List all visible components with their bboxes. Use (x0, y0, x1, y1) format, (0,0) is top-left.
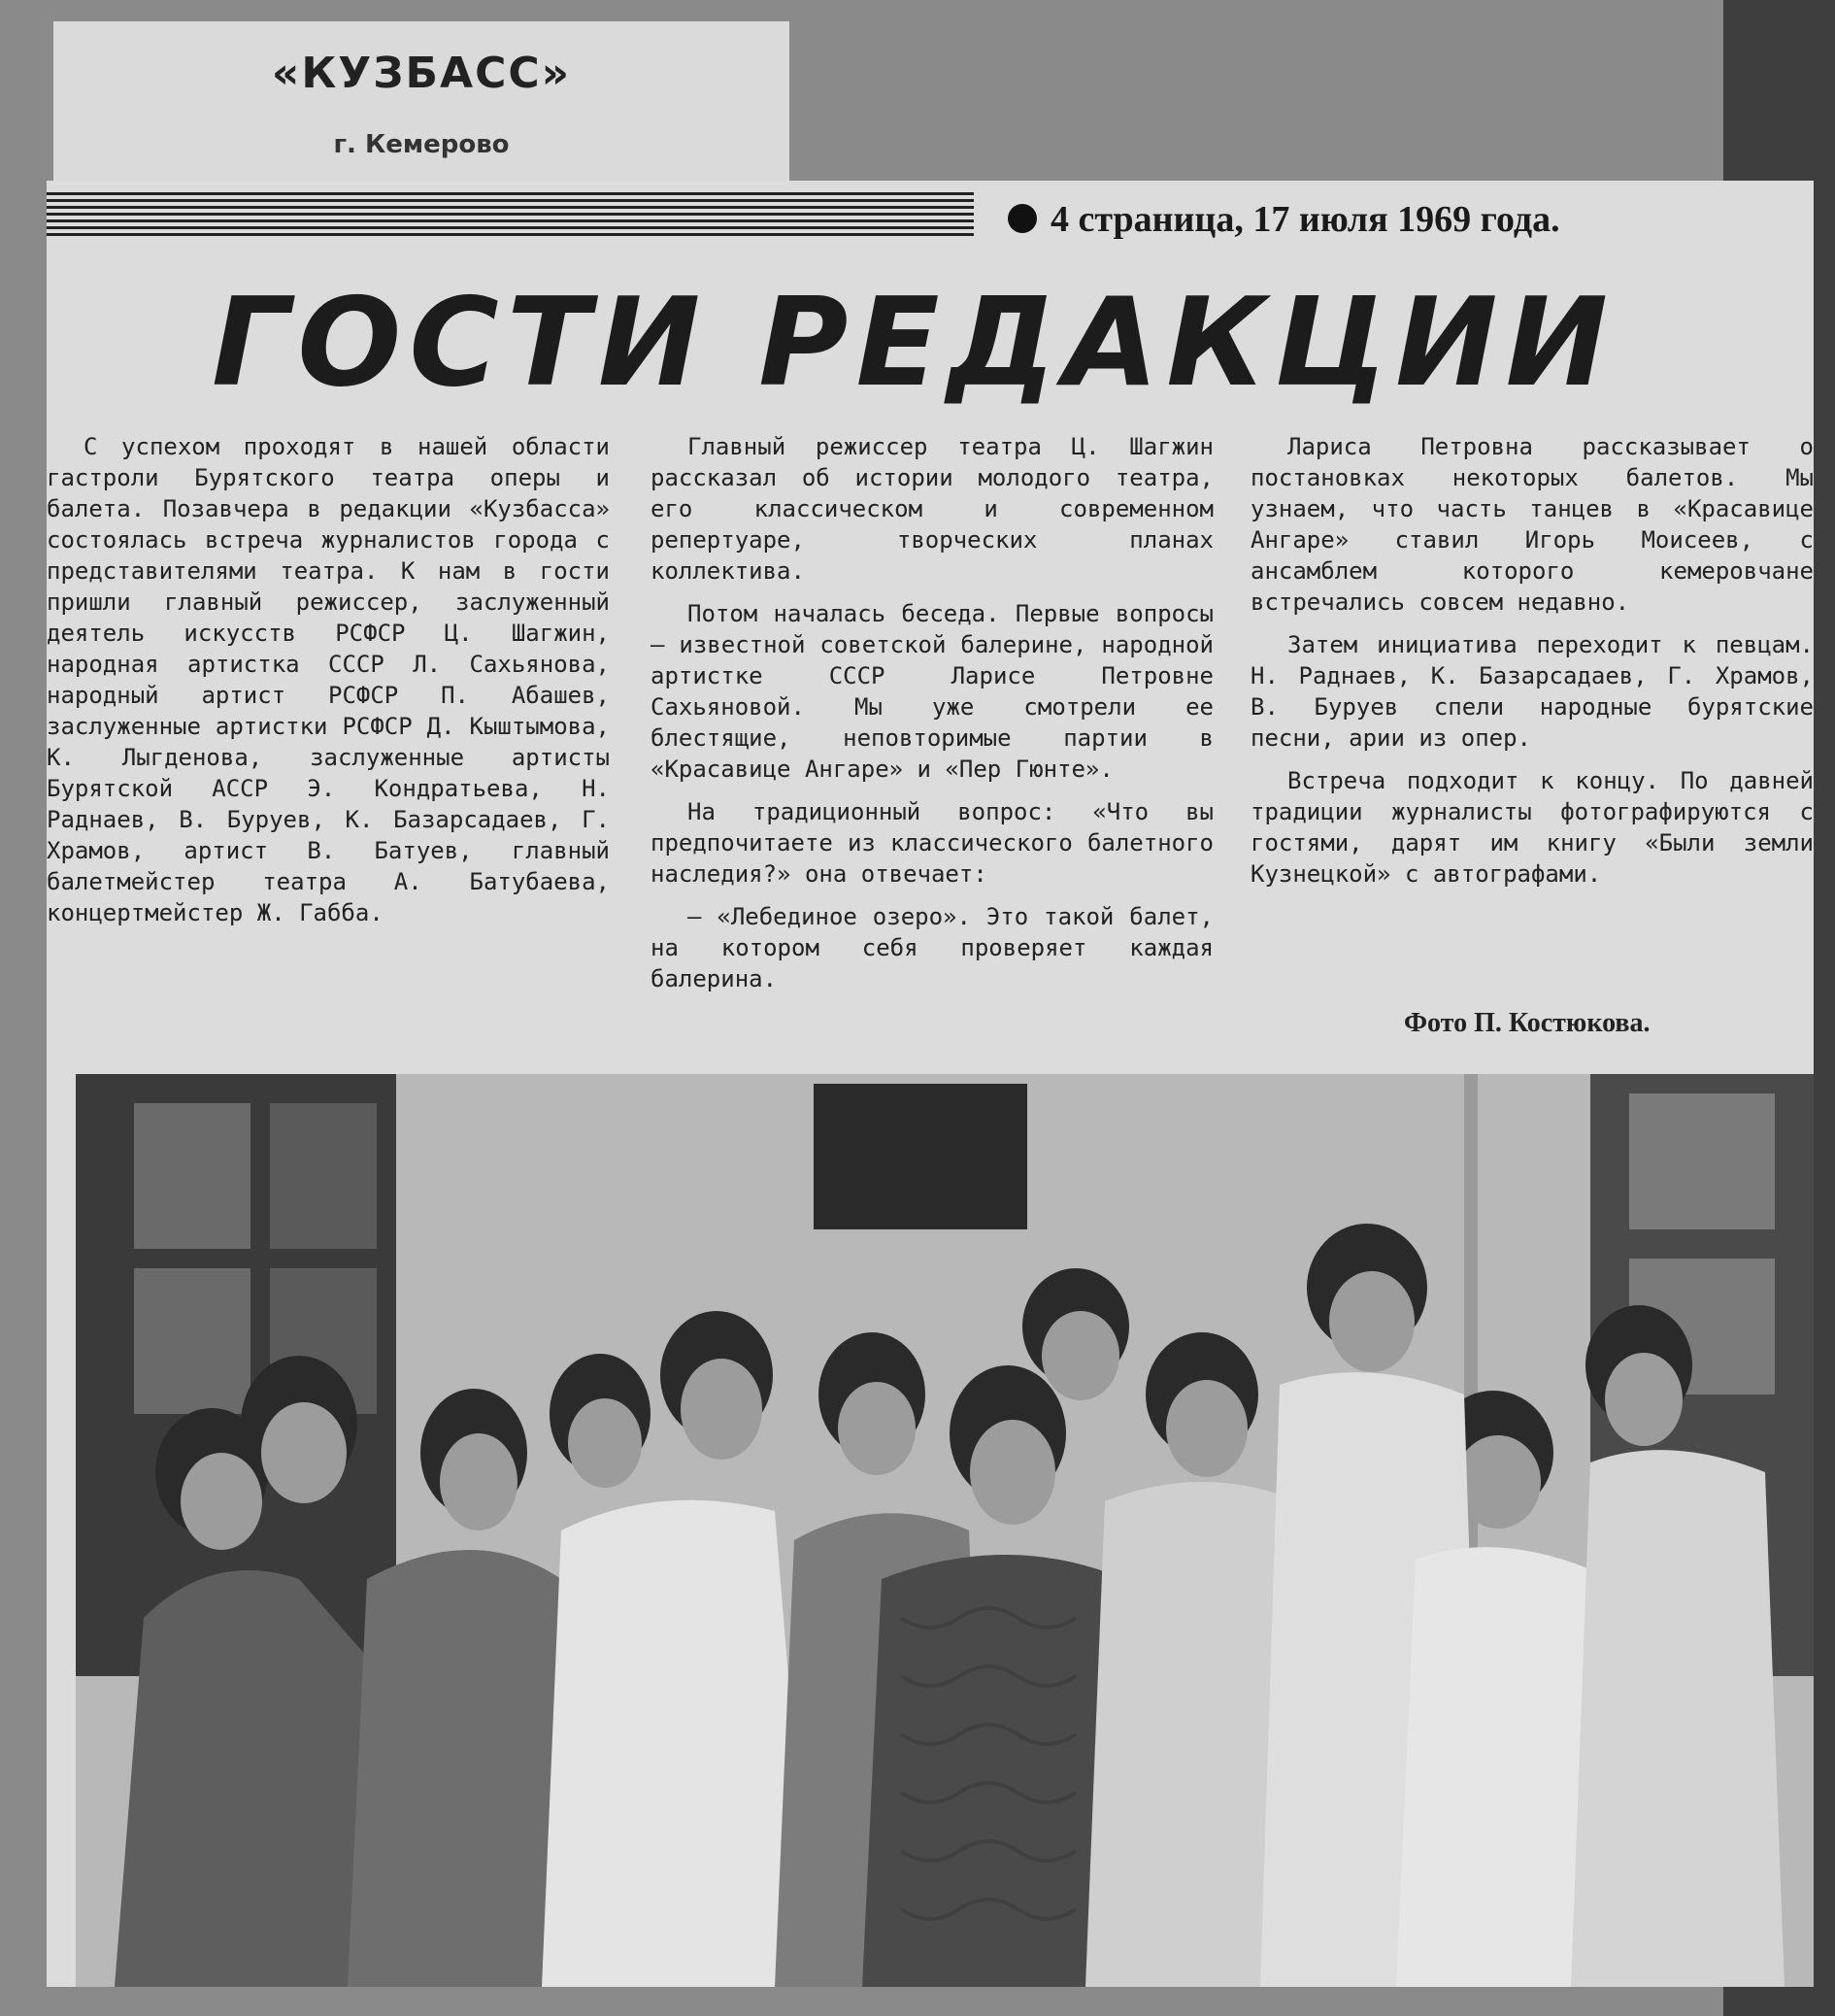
paragraph: Встреча подходит к концу. По давней традиции журналисты фотографируются с гостями, дарят им книгу «Были земли Кузнецкой» с автографами. (1251, 767, 1814, 888)
headline: ГОСТИ РЕДАКЦИИ (212, 271, 1617, 414)
paragraph: Затем инициатива переходит к певцам. Н. Раднаев, К. Базарсадаев, Г. Храмов, В. Буруев спели народные бурятские песни, арии из опер. (1251, 631, 1814, 752)
newspaper-city: г. Кемерово (333, 130, 510, 159)
paragraph: Главный режиссер театра Ц. Шагжин рассказал об истории молодого театра, его классическом и современном репертуаре, творческих планах коллектива. (651, 433, 1214, 585)
newspaper-clipping (47, 181, 1814, 1987)
paragraph: Потом началась беседа. Первые вопросы — известной советской балерине, народной артистке СССР Ларисе Петровне Сахьяновой. Мы уже смотрели ее блестящие, неповторимые партии в «Красавице Ангаре» и «Пер Гюнте». (651, 600, 1214, 783)
paragraph: С успехом проходят в нашей области гастроли Бурятского театра оперы и балета. Позавчера в редакции «Кузбасса» состоялась встреча журналистов города с представителями театра. К нам в гости пришли главный режиссер, заслуженный деятель искусств РСФСР Ц. Шагжин, народная артистка СССР Л. Сахьянова, народный артист РСФСР П. Абашев, заслуженные артистки РСФСР Д. Кыштымова, К. Лыгденова, заслуженные артисты Бурятской АССР Э. Кондратьева, Н. Раднаев, В. Буруев, К. Базарсадаев, Г. Храмов, артист В. Батуев, главный балетмейстер театра А. Батубаева, концертмейстер Ж. Габба. (47, 433, 610, 926)
bullet-icon (1008, 204, 1037, 233)
paragraph: — «Лебединое озеро». Это такой балет, на котором себя проверяет каждая балерина. (651, 903, 1214, 992)
paragraph: Лариса Петровна рассказывает о постановках некоторых балетов. Мы узнаем, что часть танцев в «Красавице Ангаре» ставил Игорь Моисеев, с ансамблем которого кемеровчане встречались совсем недавно. (1251, 433, 1814, 616)
source-label-slip (53, 21, 789, 186)
newspaper-name: «КУЗБАСС» (271, 49, 572, 98)
dateline (1008, 198, 1814, 247)
article-column-1 (47, 431, 610, 940)
photo-credit: Фото П. Костюкова. (1404, 1008, 1651, 1038)
dateline-text: 4 страница, 17 июля 1969 года. (1051, 199, 1560, 240)
group-photo-illustration (76, 1074, 1814, 1987)
article-column-3 (1251, 431, 1814, 901)
group-photo (76, 1074, 1814, 1987)
decorative-rules (47, 192, 974, 237)
paragraph: На традиционный вопрос: «Что вы предпочитаете из классического балетного наследия?» она отвечает: (651, 798, 1214, 888)
article-column-2 (651, 431, 1214, 1006)
